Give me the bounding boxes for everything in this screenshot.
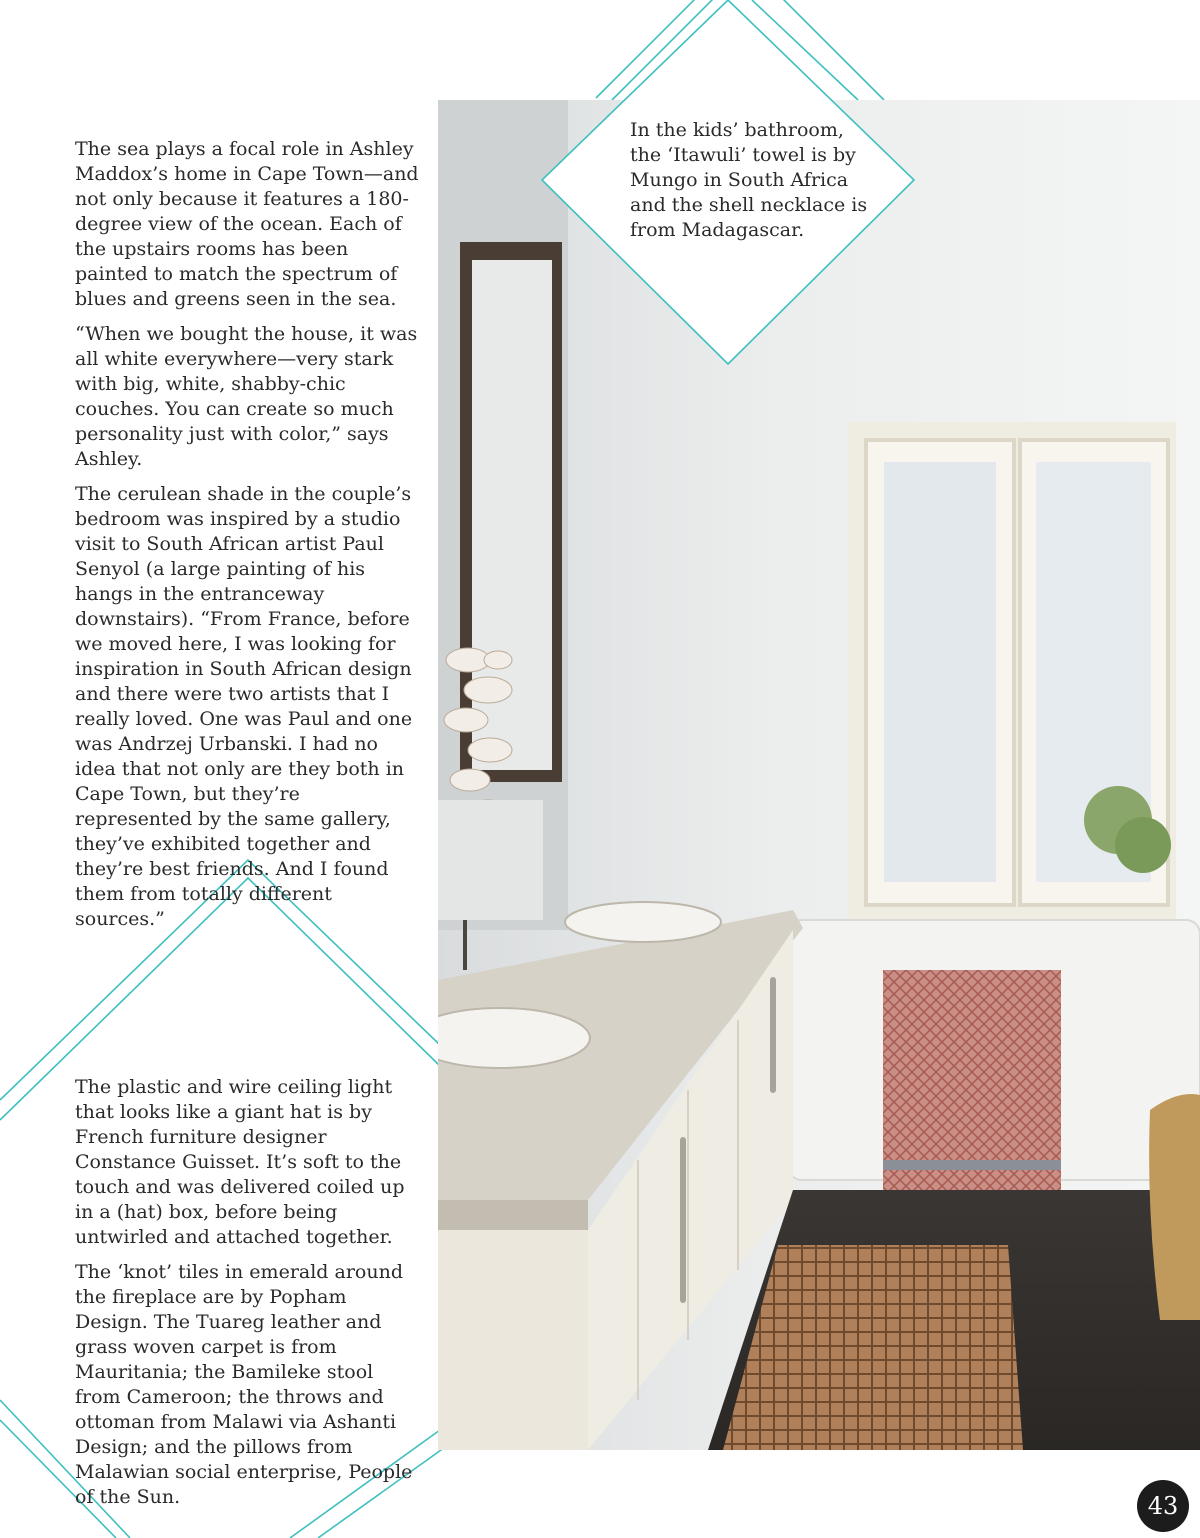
quote-paragraph: “When we bought the house, it was all white everywhere—very stark with big, white, shabby-chic couches. You can create so much personality just with color,” says Ashley. <box>75 323 418 470</box>
photo-caption: In the kids’ bathroom, the ‘Itawuli’ towel is by Mungo in South Africa and the shell necklace is from Madagascar. <box>630 119 868 241</box>
intro-paragraph: The sea plays a focal role in Ashley Maddox’s home in Cape Town—and not only because it features a 180-degree view of the ocean. Each of the upstairs rooms has been painted to match the spectrum of blues and greens seen in the sea. <box>75 138 419 310</box>
article-column-bottom <box>75 1075 420 1520</box>
cerulean-paragraph: The cerulean shade in the couple’s bedroom was inspired by a studio visit to South African artist Paul Senyol (a large painting of his hangs in the entranceway downstairs). “From France, before we moved here, I was looking for inspiration in South African design and there were two artists that I really loved. One was Paul and one was Andrzej Urbanski. I had no idea that not only are they both in Cape Town, but they’re represented by the same gallery, they’ve exhibited together and they’re best friends. And I found them from totally different sources.” <box>75 483 413 930</box>
article-column-top <box>75 137 420 942</box>
page-number-badge: 43 <box>1137 1480 1189 1532</box>
ceiling-light-paragraph: The plastic and wire ceiling light that looks like a giant hat is by French furniture designer Constance Guisset. It’s soft to the touch and was delivered coiled up in a (hat) box, before being untwirled and attached together. <box>75 1076 405 1248</box>
tiles-paragraph: The ‘knot’ tiles in emerald around the fireplace are by Popham Design. The Tuareg leather and grass woven carpet is from Mauritania; the Bamileke stool from Cameroon; the throws and ottoman from Malawi via Ashanti Design; and the pillows from Malawian social enterprise, People of the Sun. <box>75 1261 413 1508</box>
